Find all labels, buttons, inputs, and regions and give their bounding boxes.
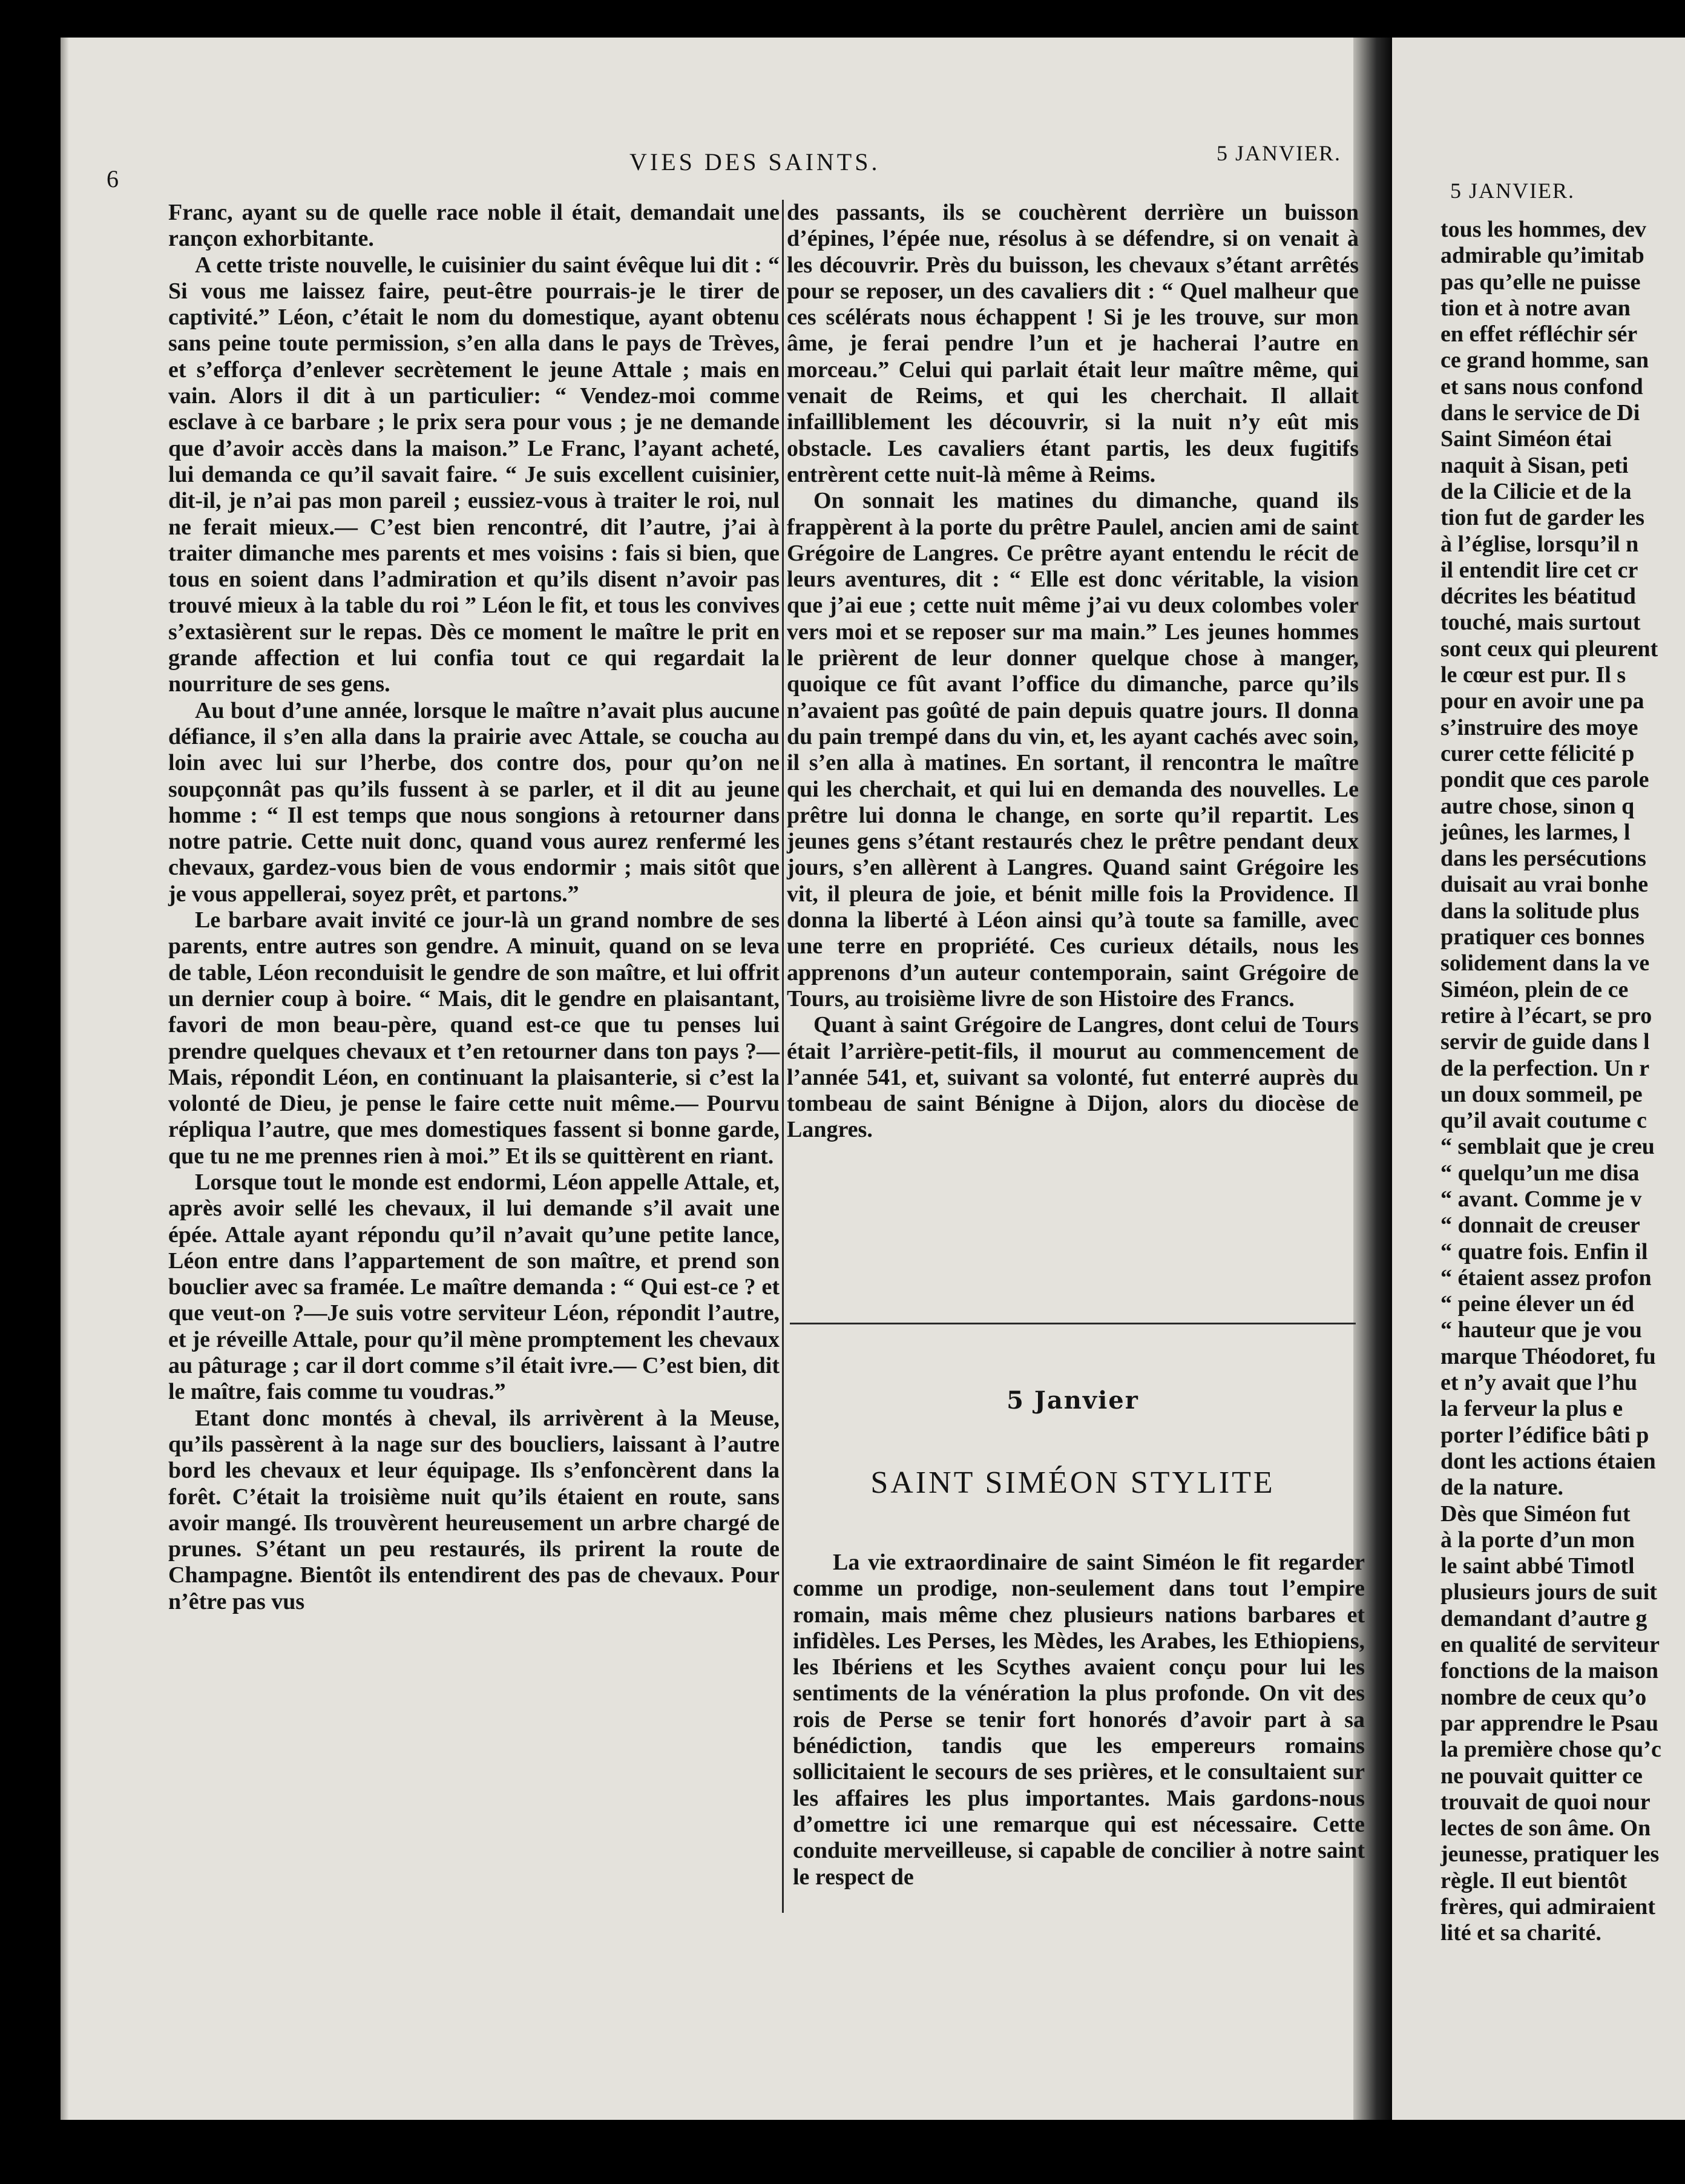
text-line: servir de guide dans l [1440,1029,1650,1055]
paragraph: Le barbare avait invité ce jour-là un grand nombre de ses parents, entre autres son gendre. A minuit, quand on se leva de table, Léon reconduisit le gendre de son maître, et lui offrit un dernier coup à boire. “ Mais, dit le gendre en plaisantant, favori de mon beau-père, quand est-ce que tu penses lui prendre quelques chevaux et t’en retourner dans ton pays ?—Mais, répondit Léon, en continuant la plaisanterie, si c’est la volonté de Dieu, je pense le faire cette nuit même.— Pourvu répliqua l’autre, que mes domestiques fassent si bonne garde, que tu ne me prennes rien à moi.” Et ils se quittèrent en riant. [168,907,780,1169]
text-line: en qualité de serviteur [1440,1632,1660,1658]
text-line: en effet réfléchir sér [1440,321,1638,347]
text-line: duisait au vrai bonhe [1440,872,1649,898]
text-line: curer cette félicité p [1440,740,1635,766]
right-column [787,200,1359,1143]
text-line: trouvait de quoi nour [1440,1789,1651,1815]
section-date: 5 Janvier [1007,1386,1139,1415]
text-line: Siméon, plein de ce [1440,976,1629,1002]
text-line: le cœur est pur. Il s [1440,662,1626,688]
paragraph: On sonnait les matines du dimanche, quand ils frappèrent à la porte du prêtre Paulel, ancien ami de saint Grégoire de Langres. Ce prêtre ayant entendu le récit de leurs aventures, dit : “ Elle est donc véritable, la vision que j’ai eue ; cette nuit même j’ai vu deux colombes voler vers moi et se reposer sur ma main.” Les jeunes hommes le prièrent de leur donner quelque chose à manger, quoique ce fût avant l’office du dimanche, parce qu’ils n’avaient pas goûté de pain depuis quatre jours. Il donna du pain trempé dans du vin, et, les ayant cachés avec soin, il s’en alla à matines. En sortant, il rencontra le maître qui les cherchait, et qui lui en demanda des nouvelles. Le prêtre lui donna le change, en sorte qu’il repartit. Les jeunes gens s’étant restaurés chez le prêtre pendant deux jours, s’en allèrent à Langres. Quand saint Grégoire les vit, il pleura de joie, et bénit mille fois la Providence. Il donna la liberté à Léon ainsi qu’à toute sa famille, avec une terre en propriété. Ces curieux détails, nous les apprenons d’un auteur contemporain, saint Grégoire de Tours, au troisième livre de son Histoire des Francs. [787,488,1359,1011]
text-line: fonctions de la maison [1440,1658,1658,1684]
paragraph: Etant donc montés à cheval, ils arrivèrent à la Meuse, qu’ils passèrent à la nage sur des boucliers, laissant à l’autre bord les chevaux et leur équipage. Ils s’enfoncèrent dans la forêt. C’était la troisième nuit qu’ils étaient en route, sans avoir mangé. Ils trouvèrent heureusement un arbre chargé de prunes. S’étant un peu restaurés, ils prirent la route de Champagne. Bientôt ils entendirent des pas de chevaux. Pour n’être pas vus [168,1405,780,1614]
text-line: dans le service de Di [1440,400,1640,426]
text-line: ne pouvait quitter ce [1440,1763,1643,1789]
text-line: jeunesse, pratiquer les [1440,1841,1660,1867]
text-line: s’instruire des moye [1440,714,1638,740]
text-line: à l’église, lorsqu’il n [1440,531,1639,557]
text-line: touché, mais surtout [1440,610,1641,636]
text-line: il entendit lire cet cr [1440,557,1638,583]
text-line: de la Cilicie et de la [1440,478,1632,504]
text-line: Saint Siméon étai [1440,426,1612,452]
text-line: dans la solitude plus [1440,898,1640,924]
text-line: autre chose, sinon q [1440,793,1635,819]
text-line: dans les persécutions [1440,846,1646,872]
text-line: de la nature. [1440,1475,1564,1501]
text-line: pondit que ces parole [1440,767,1649,793]
text-line: sont ceux qui pleurent [1440,636,1658,662]
text-line: à la porte d’un mon [1440,1527,1635,1553]
text-line: qu’il avait coutume c [1440,1108,1647,1134]
text-line: par apprendre le Psau [1440,1710,1658,1736]
text-line: la première chose qu’c [1440,1737,1661,1763]
text-line: règle. Il eut bientôt [1440,1867,1628,1893]
text-line: marque Théodoret, fu [1440,1343,1656,1369]
text-line: “ hauteur que je vou [1440,1317,1642,1343]
text-line: jeûnes, les larmes, l [1440,819,1631,845]
text-line: frères, qui admiraient [1440,1894,1655,1919]
section-body [793,1550,1365,1890]
text-line: tion et à notre avan [1440,295,1631,321]
section-separator [790,1323,1356,1324]
text-line: et sans nous confond [1440,373,1643,400]
text-line: “ donnait de creuser [1440,1212,1640,1238]
text-line: admirable qu’imitab [1440,243,1644,269]
right-page-column [1440,217,1685,1947]
text-line: porter l’édifice bâti p [1440,1422,1649,1448]
text-line: nombre de ceux qu’o [1440,1684,1647,1710]
text-line: lectes de son âme. On [1440,1815,1651,1841]
paragraph: des passants, ils se couchèrent derrière un buisson d’épines, l’épée nue, résolus à se défendre, si on venait à les découvrir. Près du buisson, les chevaux s’étant arrêtés pour se reposer, un des cavaliers dit : “ Quel malheur que ces scélérats nous échappent ! Si je les trouve, sur mon âme, je ferai pendre l’un et je hacherai l’autre en morceau.” Celui qui parlait était leur maître même, qui venait de Reims, et qui les cherchait. Il allait infailliblement les découvrir, si la nuit n’y eût mis obstacle. Les cavaliers étant partis, les deux fugitifs entrèrent cette nuit-là même à Reims. [787,200,1359,487]
text-line: “ semblait que je creu [1440,1134,1655,1160]
right-running-date: 5 JANVIER. [1450,179,1575,203]
paragraph: Lorsque tout le monde est endormi, Léon appelle Attale, et, après avoir sellé les chevaux, il lui demande s’il avait une épée. Attale ayant répondu qu’il n’avait qu’une petite lance, Léon entre dans l’appartement de son maître, et prend son bouclier avec sa framée. Le maître demanda : “ Qui est-ce ? et que veut-on ?—Je suis votre serviteur Léon, répondit l’autre, et je réveille Attale, pour qu’il mène promptement les chevaux au pâturage ; car il dort comme s’il était ivre.— C’est bien, dit le maître, fais comme tu voudras.” [168,1169,780,1405]
text-line: un doux sommeil, pe [1440,1081,1643,1107]
text-line: lité et sa charité. [1440,1920,1601,1946]
text-line: “ étaient assez profon [1440,1265,1652,1291]
text-line: demandant d’autre g [1440,1605,1647,1631]
running-date: 5 JANVIER. [1217,141,1341,165]
text-line: “ avant. Comme je v [1440,1186,1642,1212]
column-divider [782,200,784,1913]
text-line: “ peine élever un éd [1440,1291,1635,1317]
text-line: “ quatre fois. Enfin il [1440,1238,1648,1265]
text-line: “ quelqu’un me disa [1440,1160,1640,1186]
right-page [1392,38,1685,2120]
text-line: pas qu’elle ne puisse [1440,269,1641,295]
text-line: décrites les béatitud [1440,584,1636,610]
text-line: et n’y avait que l’hu [1440,1370,1638,1396]
text-line: ce grand homme, san [1440,347,1649,373]
text-line: le saint abbé Timotl [1440,1553,1635,1579]
paragraph: Franc, ayant su de quelle race noble il était, demandait une rançon exhorbitante. [168,200,780,252]
text-line: naquit à Sisan, peti [1440,452,1629,478]
text-line: tous les hommes, dev [1440,217,1646,242]
paragraph: Au bout d’une année, lorsque le maître n’avait plus aucune défiance, il s’en alla dans la prairie avec Attale, se coucha au loin avec lui sur l’herbe, dos contre dos, pour qu’on ne soupçonnât pas qu’ils fussent à se parler, et il dit au jeune homme : “ Il est temps que nous songions à retourner dans notre patrie. Cette nuit donc, quand vous aurez renfermé les chevaux, gardez-vous bien de vous endormir ; mais sitôt que je vous appellerai, soyez prêt, et partons.” [168,697,780,907]
text-line: pratiquer ces bonnes [1440,924,1645,950]
left-column [168,200,780,1615]
paragraph: Quant à saint Grégoire de Langres, dont celui de Tours était l’arrière-petit-fils, il mourut au commencement de l’année 541, et, suivant sa volonté, fut enterré auprès du tombeau de saint Bénigne à Dijon, alors du diocèse de Langres. [787,1012,1359,1143]
text-line: la ferveur la plus e [1440,1396,1623,1422]
text-line: pour en avoir une pa [1440,688,1644,714]
text-line: solidement dans la ve [1440,950,1650,976]
text-line: dont les actions étaien [1440,1448,1656,1474]
text-line: de la perfection. Un r [1440,1055,1650,1081]
section-title: SAINT SIMÉON STYLITE [870,1465,1275,1500]
page-number: 6 [107,165,119,192]
paragraph: A cette triste nouvelle, le cuisinier du saint évêque lui dit : “ Si vous me laissez faire, peut-être pourrais-je le tirer de captivité.” Léon, c’était le nom du domestique, ayant obtenu sans peine toute permission, s’en alla dans le pays de Trèves, et s’efforça d’enlever secrètement le jeune Attale ; mais en vain. Alors il dit à un particulier: “ Vendez-moi comme esclave à ce barbare ; le prix sera pour vous ; je ne demande que d’avoir accès dans la maison.” Le Franc, l’ayant acheté, lui demanda ce qu’il savait faire. “ Je suis excellent cuisinier, dit-il, je n’ai pas mon pareil ; eussiez-vous à traiter le roi, nul ne ferait mieux.— C’est bien rencontré, dit l’autre, j’ai à traiter dimanche mes parents et mes voisins : fais si bien, que tous en soient dans l’admiration et qu’ils disent n’avoir pas trouvé mieux à la table du roi ” Léon le fit, et tous les convives s’extasièrent sur le repas. Dès ce moment le maître le prit en grande affection et lui confia tout ce qui regardait la nourriture de ses gens. [168,252,780,697]
paragraph: La vie extraordinaire de saint Siméon le fit regarder comme un prodige, non-seulement dans tout l’empire romain, mais même chez plusieurs nations barbares et infidèles. Les Perses, les Mèdes, les Arabes, les Ethiopiens, les Ibériens et les Scythes avaient conçu pour lui les sentiments de la vénération la plus profonde. On vit des rois de Perse se tenir fort honorés d’avoir part à sa bénédiction, tandis que les empereurs romains sollicitaient le secours de ses prières, et le consultaient sur les affaires les plus importantes. Mais gardons-nous d’omettre ici une remarque qui est nécessaire. Cette conduite merveilleuse, si capable de concilier à notre saint le respect de [793,1550,1365,1890]
text-line: tion fut de garder les [1440,505,1645,531]
text-line: plusieurs jours de suit [1440,1579,1657,1605]
text-line: Dès que Siméon fut [1440,1501,1631,1527]
running-title: VIES DES SAINTS. [629,148,881,176]
text-line: retire à l’écart, se pro [1440,1002,1652,1028]
